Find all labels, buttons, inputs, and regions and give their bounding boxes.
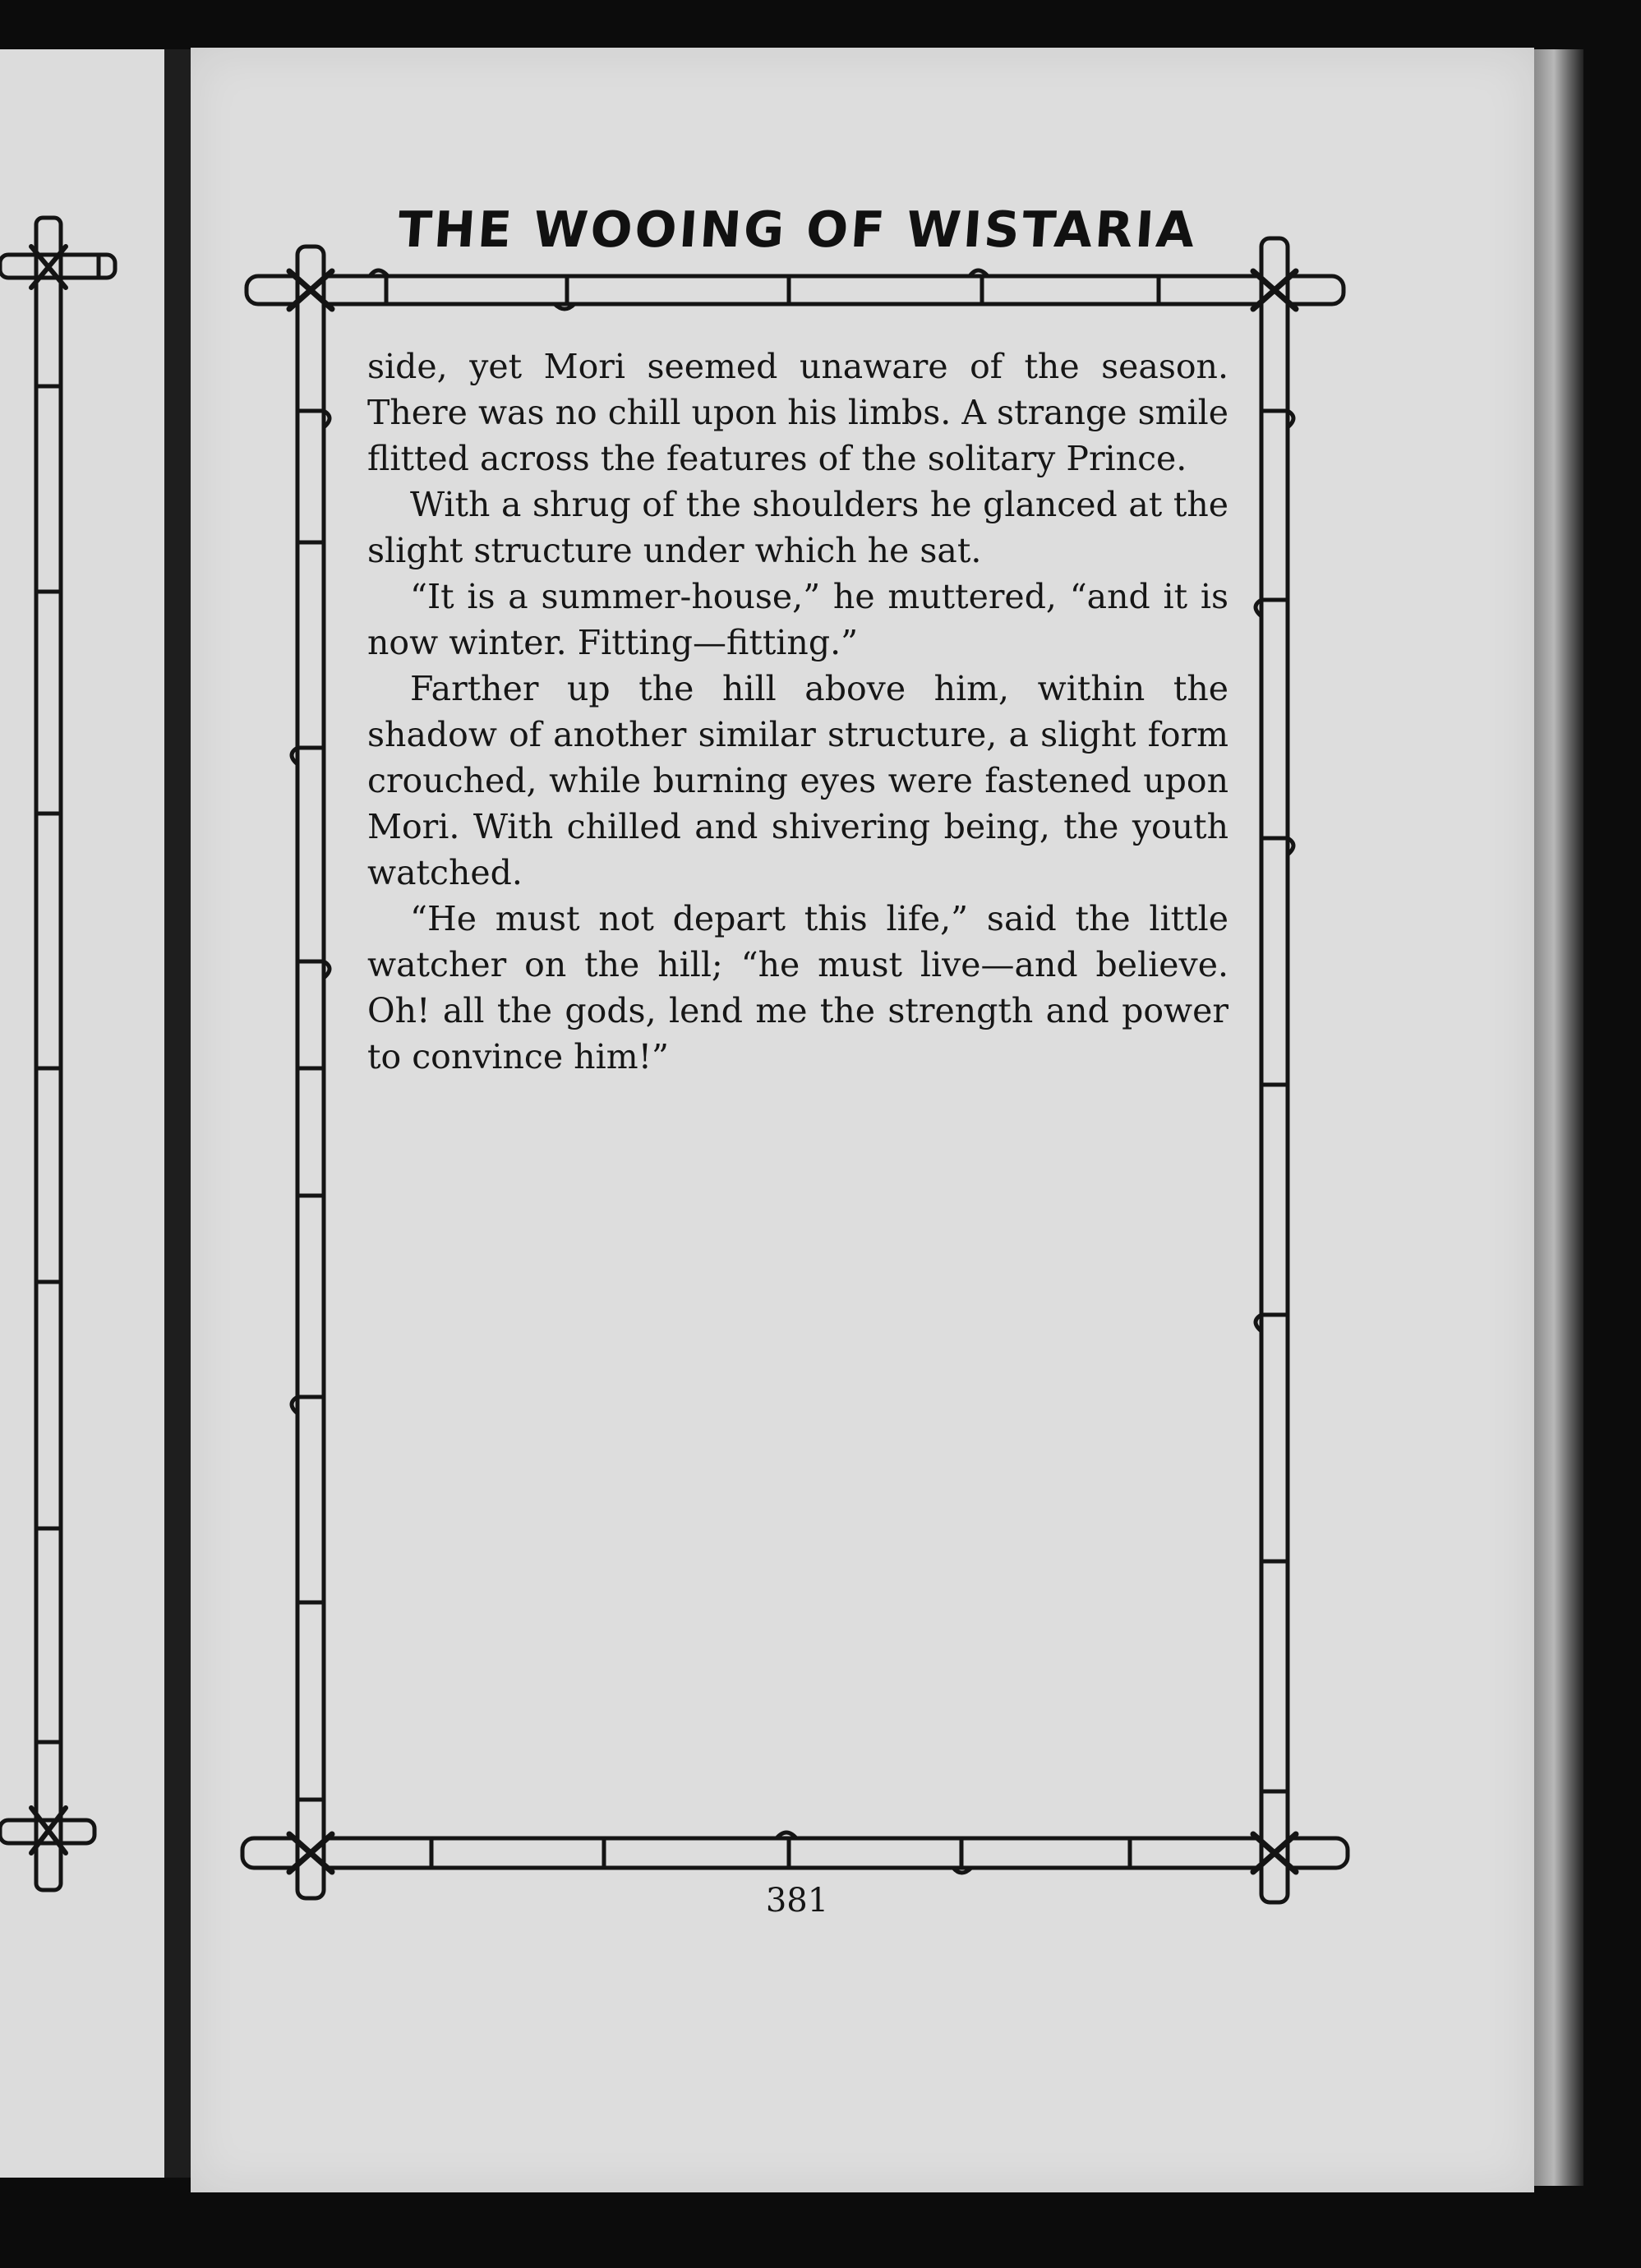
- facing-page-edge: [0, 49, 177, 2178]
- book-gutter: [164, 49, 192, 2178]
- paragraph: With a shrug of the shoulders he glanced at the slight structure under which he sat.: [367, 485, 1228, 570]
- running-head: THE WOOING OF WISTARIA: [395, 201, 1199, 259]
- body-text: [367, 343, 1228, 1080]
- paragraph: side, yet Mori seemed unaware of the season. There was no chill upon his limbs. A strange smile flitted across the features of the solitary Prince.: [367, 347, 1228, 478]
- page-stack-edge: [1534, 49, 1583, 2186]
- paragraph: Farther up the hill above him, within the shadow of another similar structure, a slight form crouched, while burning eyes were fastened upon Mori. With chilled and shivering being, the youth watched.: [367, 669, 1228, 892]
- paragraph: “He must not depart this life,” said the little watcher on the hill; “he must live—and believe. Oh! all the gods, lend me the strength and power to convince him!”: [367, 899, 1228, 1076]
- paragraph: “It is a summer-house,” he muttered, “and it is now winter. Fitting—fitting.”: [367, 577, 1228, 662]
- page-number: 381: [765, 1882, 829, 1920]
